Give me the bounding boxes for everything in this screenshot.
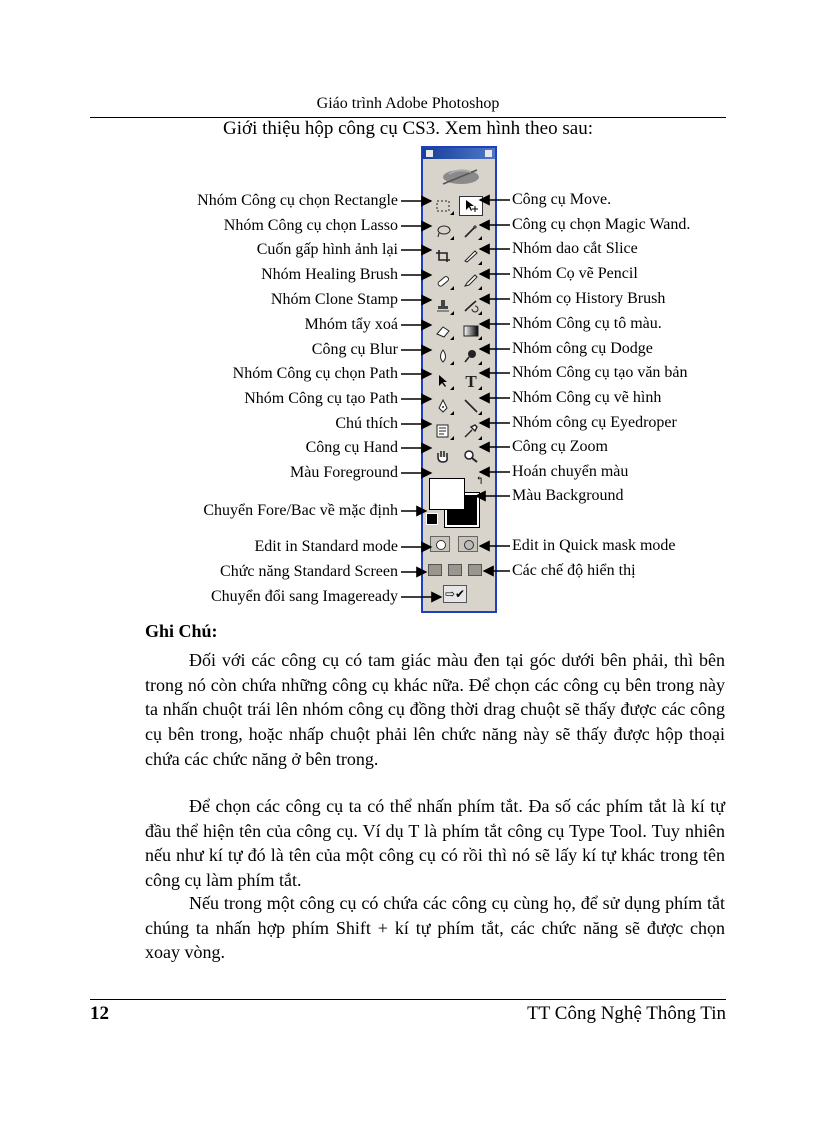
type-glyph: T xyxy=(465,371,477,391)
figure-caption: Giới thiệu hộp công cụ CS3. Xem hình theo sau: xyxy=(223,118,593,139)
label-pencil: Nhóm Cọ vẽ Pencil xyxy=(512,265,638,282)
label-healing: Nhóm Healing Brush xyxy=(261,266,398,283)
swap-colors-icon[interactable]: ↰ xyxy=(475,475,485,487)
standard-mode-button[interactable] xyxy=(430,536,450,552)
notes-icon[interactable] xyxy=(431,421,455,441)
page-number: 12 xyxy=(90,1003,109,1024)
label-imageready: Chuyển đổi sang Imageready xyxy=(210,588,398,605)
type-icon[interactable] xyxy=(459,371,483,391)
line-icon[interactable] xyxy=(459,396,483,416)
label-clone-stamp: Nhóm Clone Stamp xyxy=(270,291,398,308)
feather-logo-icon xyxy=(429,164,489,190)
magic-wand-icon[interactable] xyxy=(459,221,483,241)
label-shape: Nhóm Công cụ vẽ hình xyxy=(512,389,662,406)
label-crop: Cuốn gấp hình ảnh lại xyxy=(256,241,398,258)
quick-mask-button[interactable] xyxy=(458,536,478,552)
label-eyedropper: Nhóm công cụ Eyedroper xyxy=(512,414,677,431)
label-lasso-group: Nhóm Công cụ chọn Lasso xyxy=(223,217,398,234)
label-screen-modes: Các chế độ hiển thị xyxy=(512,562,636,579)
pencil-icon[interactable] xyxy=(459,271,483,291)
note-paragraph-2: Để chọn các công cụ ta có thể nhấn phím tắt. Đa số các phím tắt là kí tự đầu thể hiện tên của công cụ. Ví dụ T là phím tắt công cụ Type Tool. Tuy nhiên nếu như kí tự đó là tên của một công cụ có rồi thì nó sẽ lấy kí tự khác trong tên công cụ làm phím tắt. xyxy=(145,796,725,891)
label-quick-mask: Edit in Quick mask mode xyxy=(512,537,676,554)
imageready-button[interactable]: ⇨✔ xyxy=(443,585,467,603)
label-type: Nhóm Công cụ tạo văn bản xyxy=(512,364,688,381)
slice-icon[interactable] xyxy=(459,246,483,266)
label-path-selection: Nhóm Công cụ chọn Path xyxy=(232,365,398,382)
move-icon[interactable] xyxy=(459,196,483,216)
label-hand: Công cụ Hand xyxy=(305,439,398,456)
label-rectangle-group: Nhóm Công cụ chọn Rectangle xyxy=(197,192,398,209)
full-screen-menu-button[interactable] xyxy=(448,564,462,576)
label-paint: Nhóm Công cụ tô màu. xyxy=(512,315,662,332)
photoshop-toolbox xyxy=(421,146,497,613)
hand-icon[interactable] xyxy=(431,446,455,466)
foreground-color-swatch[interactable] xyxy=(429,478,465,510)
label-notes: Chú thích xyxy=(335,415,398,432)
healing-brush-icon[interactable] xyxy=(431,271,455,291)
footer-organization: TT Công Nghệ Thông Tin xyxy=(527,1003,726,1024)
eyedropper-icon[interactable] xyxy=(459,421,483,441)
standard-screen-button[interactable] xyxy=(428,564,442,576)
label-swap-colors: Hoán chuyển màu xyxy=(512,463,629,480)
label-foreground: Màu Foreground xyxy=(290,464,398,481)
label-magic-wand: Công cụ chọn Magic Wand. xyxy=(512,216,691,233)
lasso-icon[interactable] xyxy=(431,221,455,241)
dodge-icon[interactable] xyxy=(459,346,483,366)
label-move: Công cụ Move. xyxy=(512,191,612,208)
note-paragraph-3: Nếu trong một công cụ có chứa các công cụ cùng họ, để sử dụng phím tắt chúng ta nhấn hợp phím Shift + kí tự phím tắt, các chức năng sẽ được chọn xoay vòng. xyxy=(145,893,725,963)
path-selection-icon[interactable] xyxy=(431,371,455,391)
eraser-icon[interactable] xyxy=(431,321,455,341)
pen-icon[interactable] xyxy=(431,396,455,416)
label-default-colors: Chuyển Fore/Bac về mặc định xyxy=(203,502,398,519)
label-standard-mode: Edit in Standard mode xyxy=(254,538,398,555)
label-dodge: Nhóm công cụ Dodge xyxy=(512,340,653,357)
label-pen: Nhóm Công cụ tạo Path xyxy=(244,390,398,407)
label-history-brush: Nhóm cọ History Brush xyxy=(512,290,666,307)
clone-stamp-icon[interactable] xyxy=(431,296,455,316)
history-brush-icon[interactable] xyxy=(459,296,483,316)
marquee-icon[interactable] xyxy=(431,196,455,216)
crop-icon[interactable] xyxy=(431,246,455,266)
footer-rule xyxy=(90,999,726,1000)
label-zoom: Công cụ Zoom xyxy=(512,438,608,455)
toolbox-titlebar xyxy=(423,148,495,159)
gradient-icon[interactable] xyxy=(459,321,483,341)
default-colors-icon[interactable] xyxy=(426,513,438,525)
zoom-icon[interactable] xyxy=(459,446,483,466)
label-blur: Công cụ Blur xyxy=(311,341,398,358)
running-header: Giáo trình Adobe Photoshop xyxy=(316,95,500,112)
note-paragraph-1: Đối với các công cụ có tam giác màu đen tại góc dưới bên phải, thì bên trong nó còn chứa những công cụ khác nữa. Để chọn các công cụ bên trong này ta nhấn chuột trái lên nhóm công cụ đồng thời drag chuột sẽ thấy được các công cụ bên trong, hoặc nhấp chuột phải lên chức năng này sẽ thấy được hộp thoại chứa các chức năng ở bên trong. xyxy=(145,650,725,769)
note-title: Ghi Chú: xyxy=(145,621,218,641)
label-slice: Nhóm dao cắt Slice xyxy=(512,240,638,257)
label-standard-screen: Chức năng Standard Screen xyxy=(220,563,398,580)
label-eraser: Mhóm tẩy xoá xyxy=(304,316,398,333)
label-background: Màu Background xyxy=(512,487,624,504)
full-screen-button[interactable] xyxy=(468,564,482,576)
blur-icon[interactable] xyxy=(431,346,455,366)
